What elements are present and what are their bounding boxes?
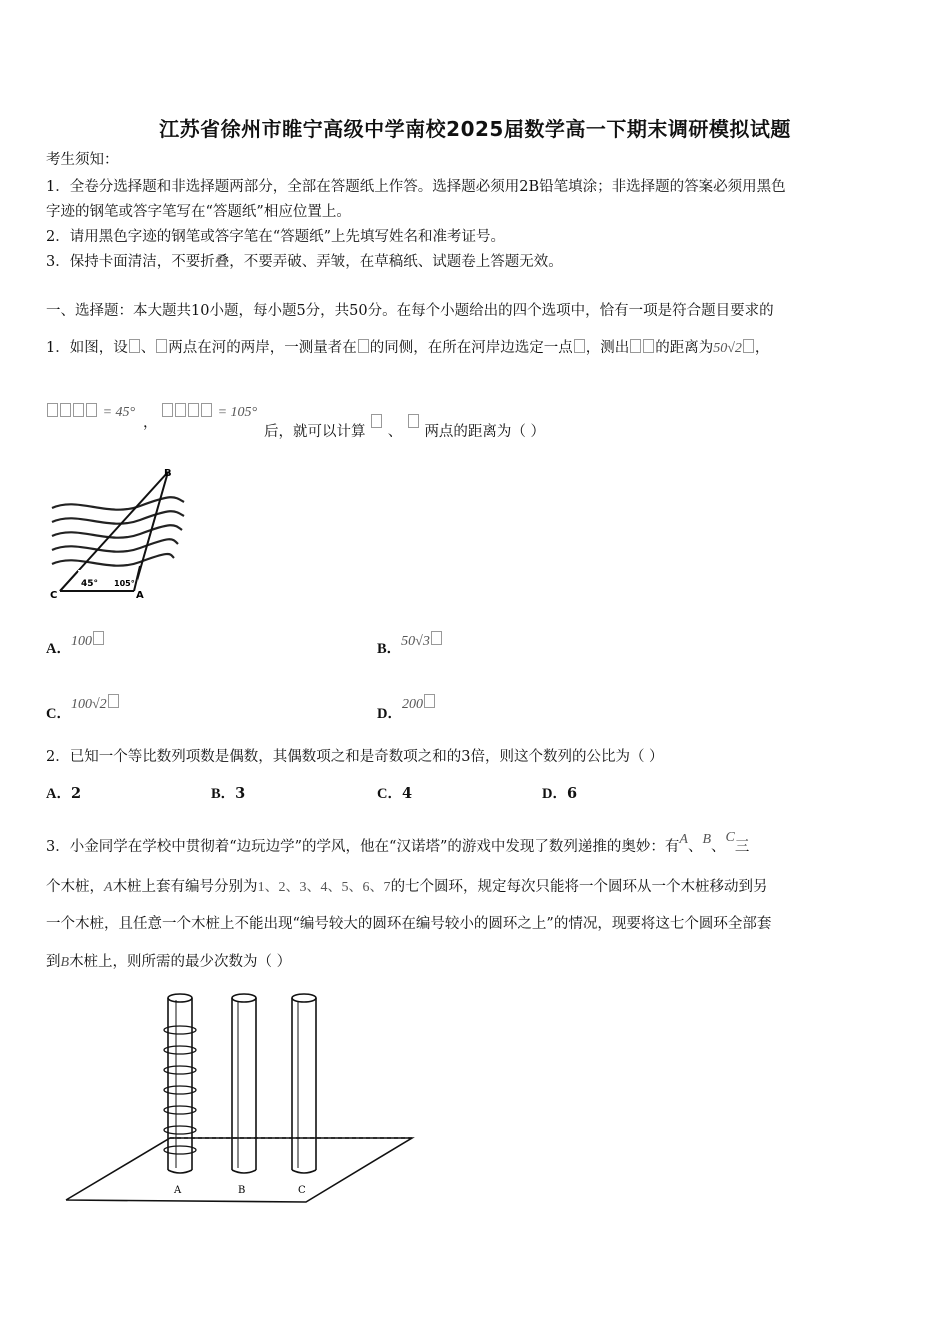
- placeholder-glyph: [743, 339, 754, 353]
- placeholder-glyph: [188, 403, 199, 417]
- q1-option-a[interactable]: [46, 631, 105, 658]
- q2-option-b[interactable]: [211, 782, 245, 803]
- q1-text-9: 、: [387, 424, 403, 440]
- placeholder-glyph: [129, 339, 140, 353]
- placeholder-glyph: [574, 339, 585, 353]
- q1-angle-separator: ，: [143, 415, 158, 431]
- q1-text-8: 后，就可以计算: [264, 424, 366, 440]
- option-label: B．: [377, 641, 402, 657]
- placeholder-glyph: [156, 339, 167, 353]
- option-value: 100: [70, 634, 92, 649]
- placeholder-glyph: [201, 403, 212, 417]
- q1-angle-1: = 45°: [102, 405, 136, 420]
- figure-label-a: A: [136, 590, 144, 601]
- q2-option-a[interactable]: [46, 782, 81, 803]
- option-label: C．: [377, 786, 402, 802]
- q3-sep: 、: [687, 839, 703, 855]
- option-value: 2: [70, 785, 82, 802]
- placeholder-glyph: [73, 403, 84, 417]
- placeholder-glyph: [93, 631, 104, 645]
- option-label: C．: [46, 706, 71, 722]
- section-heading: 一、选择题：本大题共10小题，每小题5分，共50分。在每个小题给出的四个选项中，恰有一项是符合题目要求的: [46, 303, 774, 319]
- peg-label-c: C: [298, 1185, 306, 1196]
- option-label: B．: [211, 786, 236, 802]
- placeholder-glyph: [643, 339, 654, 353]
- notice-item-2: 2．请用黑色字迹的钢笔或答字笔在“答题纸”上先填写姓名和准考证号。: [46, 229, 506, 245]
- river-figure: [48, 466, 188, 606]
- placeholder-glyph: [424, 694, 435, 708]
- q1-text-4: 的同侧，在所在河岸边选定一点: [369, 340, 573, 356]
- option-label: A．: [46, 641, 71, 657]
- q1-distance: 50√2: [713, 341, 742, 356]
- q3-text-3: 个木桩，: [46, 879, 104, 895]
- peg-label-a: A: [174, 1185, 182, 1196]
- q2-option-c[interactable]: [377, 782, 412, 803]
- q1-angles: [46, 402, 135, 423]
- q1-text-10: 两点的距离为（ ）: [424, 424, 546, 440]
- q3-peg-b: B: [702, 832, 711, 847]
- q3-line-2: [46, 877, 768, 898]
- placeholder-glyph: [175, 403, 186, 417]
- q3-peg-b-inline: B: [60, 955, 70, 970]
- q1-text-6: 的距离为: [655, 340, 714, 356]
- q1-text-5: ，测出: [585, 340, 630, 356]
- q3-text-4: 木桩上套有编号分别为: [112, 879, 258, 895]
- hanoi-figure: [58, 988, 418, 1210]
- q3-peg-c: C: [725, 830, 735, 845]
- option-value: 100√2: [70, 697, 107, 712]
- placeholder-glyph: [108, 694, 119, 708]
- figure-label-c: C: [50, 590, 58, 601]
- option-label: D．: [377, 706, 402, 722]
- q3-peg-a: A: [679, 832, 688, 847]
- q2-stem: 2．已知一个等比数列项数是偶数，其偶数项之和是奇数项之和的3倍，则这个数列的公比为（ ）: [46, 749, 664, 765]
- notice-item-3: 3．保持卡面清洁，不要折叠，不要弄破、弄皱，在草稿纸、试题卷上答题无效。: [46, 254, 563, 270]
- q1-angles-2: [161, 402, 257, 423]
- page-title: 江苏省徐州市睢宁高级中学南校2025届数学高一下期末调研模拟试题: [159, 117, 791, 141]
- figure-label-b: B: [164, 468, 172, 479]
- q3-line-4: [46, 952, 291, 973]
- q3-sep: 、: [711, 839, 726, 855]
- notice-heading: 考生须知：: [46, 152, 119, 168]
- q1-option-d[interactable]: [377, 694, 436, 723]
- option-label: D．: [542, 786, 567, 802]
- placeholder-glyph: [358, 339, 369, 353]
- q1-text-3: 两点在河的两岸，一测量者在: [168, 340, 357, 356]
- q3-text-2: 三: [734, 839, 750, 855]
- placeholder-glyph: [431, 631, 442, 645]
- q1-option-b[interactable]: [377, 631, 443, 658]
- figure-angle-105: 105°: [114, 579, 135, 588]
- q3-text-7: 木桩上，则所需的最少次数为（ ）: [69, 954, 292, 970]
- option-label: A．: [46, 786, 71, 802]
- option-value: 6: [566, 785, 578, 802]
- q1-line-2: [264, 414, 545, 442]
- option-value: 200: [401, 697, 423, 712]
- q2-option-d[interactable]: [542, 782, 577, 803]
- q3-line-3: 一个木桩，且任意一个木桩上不能出现“编号较大的圆环在编号较小的圆环之上”的情况，现要将这七个圆环全部套: [46, 916, 772, 932]
- placeholder-glyph: [162, 403, 173, 417]
- q1-option-c[interactable]: [46, 694, 120, 723]
- q1-angle-2: = 105°: [217, 405, 258, 420]
- q3-ring-numbers: 1、2、3、4、5、6、7: [257, 880, 391, 895]
- placeholder-glyph: [47, 403, 58, 417]
- placeholder-glyph: [408, 414, 419, 428]
- notice-item-1-line-2: 字迹的钢笔或答字笔写在“答题纸”相应位置上。: [46, 204, 351, 220]
- q3-text-5: 的七个圆环，规定每次只能将一个圆环从一个木桩移动到另: [390, 879, 768, 895]
- q1-text-7: ，: [754, 340, 770, 356]
- q3-text-6: 到: [46, 954, 61, 970]
- option-value: 4: [401, 785, 413, 802]
- option-value: 3: [235, 785, 246, 802]
- figure-angle-45: 45°: [81, 579, 99, 589]
- placeholder-glyph: [60, 403, 71, 417]
- q1-text-1: 1．如图，设: [46, 340, 128, 356]
- q3-peg-a-inline: A: [104, 880, 113, 895]
- q3-line-1: [46, 828, 749, 857]
- notice-item-1-line-1: 1．全卷分选择题和非选择题两部分，全部在答题纸上作答。选择题必须用2B铅笔填涂；非选择题的答案必须用黑色: [46, 179, 786, 195]
- q1-text-2: 、: [140, 340, 156, 356]
- placeholder-glyph: [371, 414, 382, 428]
- q1-line-1: [46, 338, 769, 359]
- option-value: 50√3: [401, 634, 430, 649]
- placeholder-glyph: [86, 403, 97, 417]
- placeholder-glyph: [630, 339, 641, 353]
- q3-text-1: 3．小金同学在学校中贯彻着“边玩边学”的学风，他在“汉诺塔”的游戏中发现了数列递推的奥妙：有: [46, 839, 680, 855]
- peg-label-b: B: [238, 1185, 246, 1196]
